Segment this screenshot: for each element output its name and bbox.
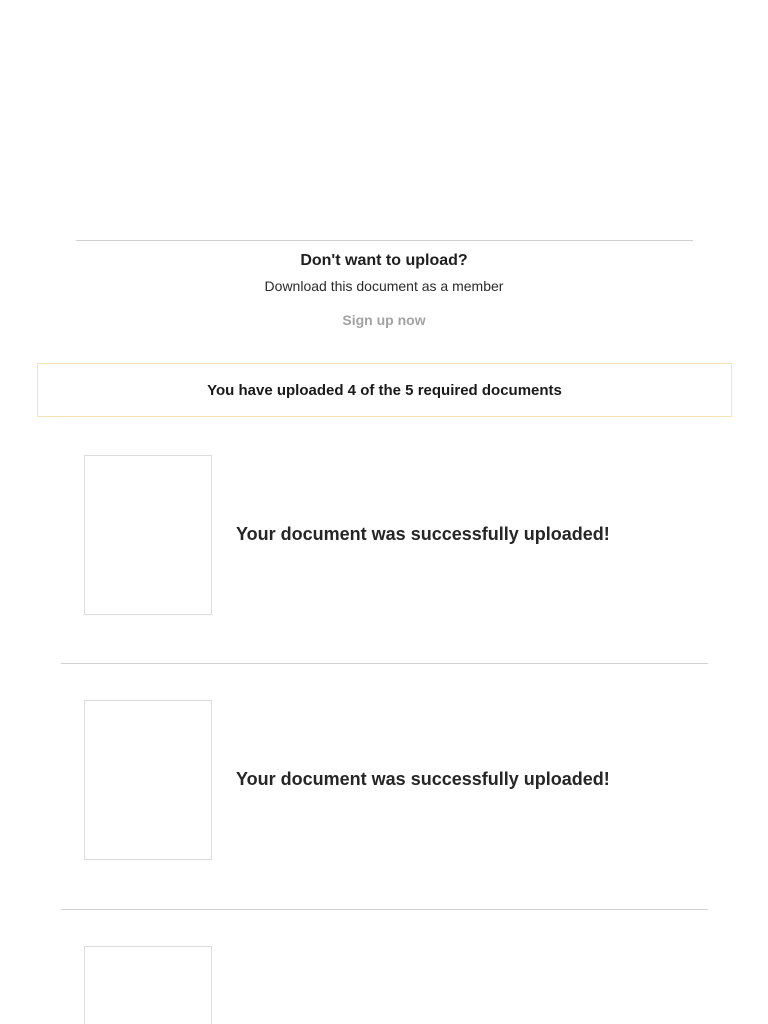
top-divider (76, 240, 693, 241)
upload-progress-text: You have uploaded 4 of the 5 required documents (207, 381, 562, 399)
document-thumbnail[interactable] (84, 700, 212, 860)
upload-progress-banner (37, 363, 732, 417)
document-thumbnail[interactable] (84, 946, 212, 1024)
divider (61, 909, 708, 910)
uploaded-document-item (84, 946, 684, 1024)
divider (61, 663, 708, 664)
uploaded-document-item (84, 455, 684, 615)
promo-subtext: Download this document as a member (264, 278, 504, 294)
upload-success-message: Your document was successfully uploaded! (236, 524, 610, 544)
signup-promo (0, 250, 768, 330)
uploaded-document-item (84, 700, 684, 860)
promo-heading: Don't want to upload? (300, 252, 468, 269)
upload-success-message: Your document was successfully uploaded! (236, 769, 610, 789)
sign-up-link[interactable]: Sign up now (342, 312, 426, 328)
document-thumbnail[interactable] (84, 455, 212, 615)
